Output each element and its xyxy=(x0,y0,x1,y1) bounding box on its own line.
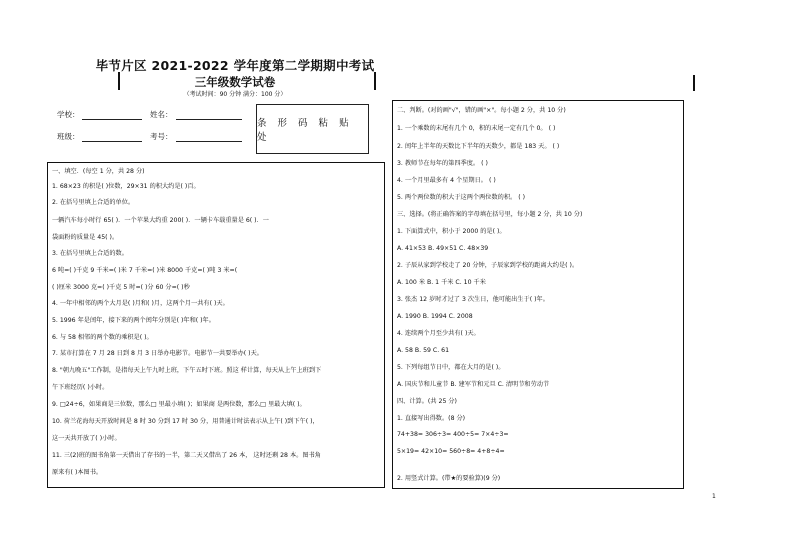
question-text: 4. 一个月里最多有 4 个星期日。 ( ) xyxy=(397,177,496,184)
question-text: 2. 用竖式计算。(带★的要验算)(9 分) xyxy=(397,475,501,482)
question-text: 9. □24÷6，如果商是三位数，那么□ 里最小填( )；如果商 是两位数，那么□ 里最大填( )。 xyxy=(52,401,306,408)
question-text: 袋面粉的质量是 45( )。 xyxy=(52,234,119,241)
section-1-heading: 一、填空．(每空 1 分，共 28 分) xyxy=(52,168,145,175)
exam-title: 毕节片区 2021-2022 学年度第二学期期中考试 xyxy=(95,58,375,73)
choice-options: A. 41×53 B. 49×51 C. 48×39 xyxy=(397,245,489,252)
exam-meta: （考试时间：90 分钟 满分：100 分） xyxy=(183,91,287,98)
question-text: 5. 1996 年是闰年，接下来的两个闰年分别是( )年和( )年。 xyxy=(52,317,215,324)
question-text: 4. 一年中相邻的两个大月是( )月和( )月，这两个月一共有( )天。 xyxy=(52,300,229,307)
section-3-heading: 三、选择。(将正确答案的字母填在括号里，每小题 2 分，共 10 分) xyxy=(397,211,583,218)
exam-no-label: 考号： xyxy=(150,132,173,141)
question-text: 1. 68×23 的积是( )位数，29×31 的积大约是( )百。 xyxy=(52,183,200,190)
choice-options: A. 国庆节和儿童节 B. 建军节和元旦 C. 清明节和劳动节 xyxy=(397,381,550,388)
exam-no-field[interactable] xyxy=(176,141,242,142)
class-field[interactable] xyxy=(82,141,142,142)
exam-subtitle: 三年级数学试卷 xyxy=(194,75,276,89)
question-text: 2. 在括号里填上合适的单位。 xyxy=(52,199,135,206)
question-text: 2. 闰年上半年的天数比下半年的天数少，都是 183 天。 ( ) xyxy=(397,143,560,150)
choice-options: A. 1990 B. 1994 C. 2008 xyxy=(397,313,473,320)
choice-options: A. 100 米 B. 1 千米 C. 10 千米 xyxy=(397,279,486,286)
question-text: 原来有( )本图书。 xyxy=(52,469,103,476)
question-text: 4. 连续两个月至少共有( )天。 xyxy=(397,330,480,337)
class-label: 班级： xyxy=(57,132,80,141)
question-text: 8. "朝九晚五"工作制，是指每天上午九时上班，下午五时下班。照这 样计算，每天从上午上班到下 xyxy=(52,367,322,374)
question-text: 1. 一个乘数的末尾有几个 0，积的末尾一定有几个 0。 ( ) xyxy=(397,125,556,132)
section-2-heading: 二、判断。(对的画"√"，错的画"×"。每小题 2 分，共 10 分) xyxy=(397,107,566,114)
question-text: 一辆汽车每小时行 65( )．一个苹果大约重 200( )．一辆卡车载重量是 6( )．一 xyxy=(52,217,269,224)
question-text: 3. 在括号里填上合适的数。 xyxy=(52,250,128,257)
school-field[interactable] xyxy=(82,119,142,120)
question-text: 1. 下面算式中，积小于 2000 的是( )。 xyxy=(397,228,506,235)
question-text: 6. 与 58 相邻的两个数的乘积是( )。 xyxy=(52,334,153,341)
calc-row: 74+38= 306÷3= 400÷5= 7×4÷3= xyxy=(397,431,509,438)
question-text: 7. 某市打算在 7 月 28 日到 8 月 3 日举办电影节。电影节一共要举办( )天。 xyxy=(52,350,263,357)
page-number: 1 xyxy=(712,493,716,500)
question-text: 午下班经历( )小时。 xyxy=(52,384,109,391)
section-4-heading: 四、计算。(共 25 分) xyxy=(397,398,457,405)
question-text: 2. 子辰从家到学校走了 20 分钟，子辰家到学校的距离大约是( )。 xyxy=(397,262,579,269)
question-text: 11. 三(2)班的图书角第一天借出了存书的一半，第二天又借出了 26 本， 这时还剩 28 本。图书角 xyxy=(52,452,321,459)
binding-mark-far-right xyxy=(693,75,695,91)
section-fill-in xyxy=(47,162,385,488)
question-text: 3. 教师节在每年的第四季度。 ( ) xyxy=(397,160,488,167)
calc-row: 5×19= 42×10= 560÷8= 4+8÷4= xyxy=(397,448,505,455)
question-text: 10. 荷兰花海每天开放时间是 8 时 30 分到 17 时 30 分，用普通计时法表示从上午( )到下午( )， xyxy=(52,418,319,425)
choice-options: A. 58 B. 59 C. 61 xyxy=(397,347,450,354)
name-field[interactable] xyxy=(176,119,242,120)
name-label: 姓名： xyxy=(150,110,173,119)
question-text: 这一天共开放了( )小时。 xyxy=(52,435,121,442)
section-judge-choose-calc xyxy=(392,100,684,489)
school-label: 学校： xyxy=(57,110,80,119)
question-text: 6 吨=( )千克 9 千米=( )米 7 千米=( )米 8000 千克=( )吨 3 米=( xyxy=(52,267,238,274)
question-text: 3. 张杰 12 岁时才过了 3 次生日，他可能出生于( )年。 xyxy=(397,296,549,303)
question-text: 5. 下列每组节日中，都在大月的是( )。 xyxy=(397,364,505,371)
barcode-box: 条 形 码 粘 贴 处 xyxy=(256,104,369,154)
question-text: ( )厘米 3000 克=( )千克 5 时=( )分 60 分=( )秒 xyxy=(52,284,190,291)
question-text: 1. 直接写出得数。(8 分) xyxy=(397,415,466,422)
question-text: 5. 两个两位数的积大于这两个两位数的积。 ( ) xyxy=(397,194,526,201)
